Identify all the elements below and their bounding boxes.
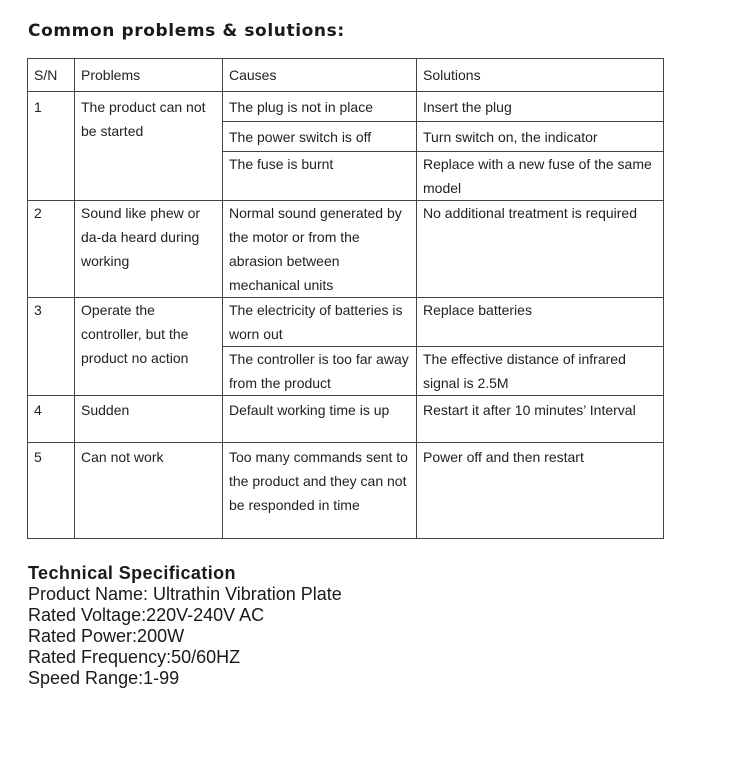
spec-rated-power: Rated Power:200W xyxy=(28,626,185,646)
solution-cell: Replace with a new fuse of the same model xyxy=(417,152,664,201)
problem-cell: The product can not be started xyxy=(75,92,223,201)
cause-cell: The controller is too far away from the product xyxy=(223,347,417,396)
solution-cell: Restart it after 10 minutes’ Interval xyxy=(417,396,664,443)
sn-cell: 2 xyxy=(28,201,75,298)
spec-heading: Technical Specification xyxy=(28,563,236,583)
header-problems: Problems xyxy=(75,59,223,92)
header-causes: Causes xyxy=(223,59,417,92)
cause-cell: Too many commands sent to the product and they can not be responded in time xyxy=(223,443,417,539)
troubleshooting-table xyxy=(27,58,664,539)
technical-specification xyxy=(28,563,342,689)
solution-cell: No additional treatment is required xyxy=(417,201,664,298)
solution-cell: The effective distance of infrared signal is 2.5M xyxy=(417,347,664,396)
cause-cell: The electricity of batteries is worn out xyxy=(223,298,417,347)
problem-cell: Sound like phew or da-da heard during working xyxy=(75,201,223,298)
sn-cell: 1 xyxy=(28,92,75,201)
table-row xyxy=(28,443,664,539)
solution-cell: Turn switch on, the indicator xyxy=(417,122,664,152)
spec-product-name: Product Name: Ultrathin Vibration Plate xyxy=(28,584,342,604)
sn-cell: 3 xyxy=(28,298,75,396)
cause-cell: The fuse is burnt xyxy=(223,152,417,201)
problem-cell: Sudden xyxy=(75,396,223,443)
header-solutions: Solutions xyxy=(417,59,664,92)
section-title: Common problems & solutions: xyxy=(28,21,345,41)
header-sn: S/N xyxy=(28,59,75,92)
sn-cell: 4 xyxy=(28,396,75,443)
problem-cell: Can not work xyxy=(75,443,223,539)
cause-cell: Normal sound generated by the motor or from the abrasion between mechanical units xyxy=(223,201,417,298)
table-row xyxy=(28,92,664,122)
solution-cell: Power off and then restart xyxy=(417,443,664,539)
solution-cell: Insert the plug xyxy=(417,92,664,122)
solution-cell: Replace batteries xyxy=(417,298,664,347)
problem-cell: Operate the controller, but the product no action xyxy=(75,298,223,396)
table-row xyxy=(28,298,664,347)
cause-cell: The power switch is off xyxy=(223,122,417,152)
table-header-row xyxy=(28,59,664,92)
cause-cell: The plug is not in place xyxy=(223,92,417,122)
table-row xyxy=(28,201,664,298)
spec-rated-frequency: Rated Frequency:50/60HZ xyxy=(28,647,241,667)
cause-cell: Default working time is up xyxy=(223,396,417,443)
spec-speed-range: Speed Range:1-99 xyxy=(28,668,180,688)
table-row xyxy=(28,396,664,443)
sn-cell: 5 xyxy=(28,443,75,539)
spec-rated-voltage: Rated Voltage:220V-240V AC xyxy=(28,605,265,625)
